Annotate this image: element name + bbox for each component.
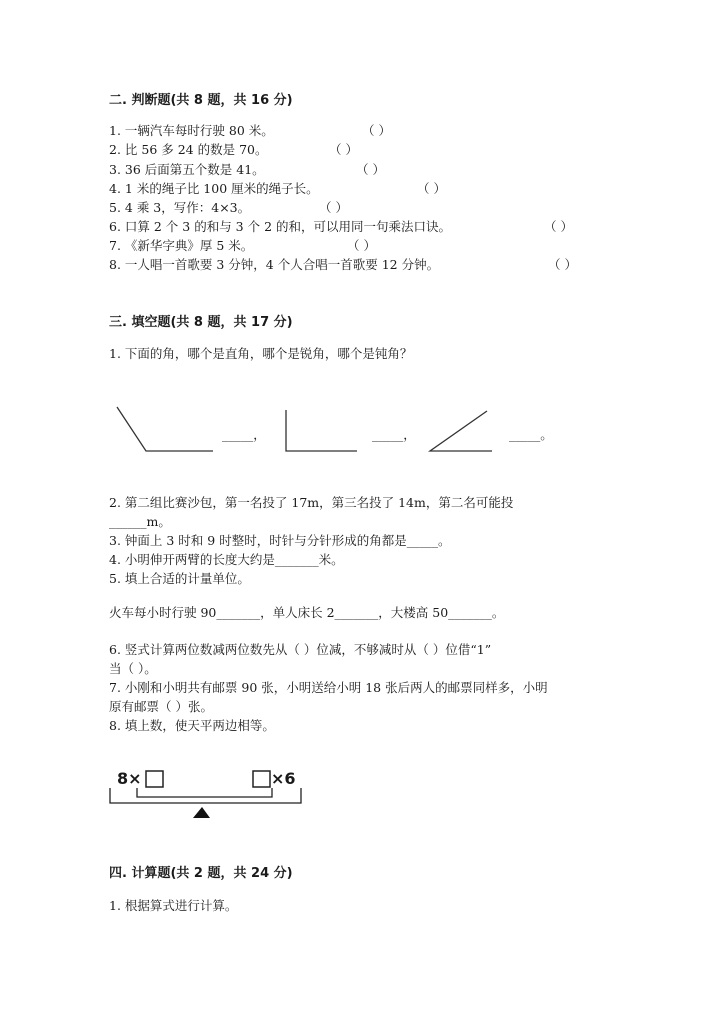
fill-question-1: 1. 下面的角，哪个是直角，哪个是锐角，哪个是钝角？ xyxy=(109,346,413,361)
answer-paren-5[interactable]: （ ） xyxy=(319,200,348,215)
fill-question-5-items: 火车每小时行驶 90_______，单人床长 2_______，大楼高 50_______。 xyxy=(109,605,505,620)
balance-right-label: ×6 xyxy=(271,769,296,788)
right-angle-shape xyxy=(286,410,357,451)
fill-question-7: 7. 小刚和小明共有邮票 90 张，小明送给小明 18 张后两人的邮票同样多，小明 xyxy=(109,680,548,695)
section-3-heading: 三. 填空题(共 8 题，共 17 分) xyxy=(109,315,293,330)
section-2-heading: 二. 判断题(共 8 题，共 16 分) xyxy=(109,93,293,108)
balance-fulcrum xyxy=(193,807,210,818)
calc-question-1: 1. 根据算式进行计算。 xyxy=(109,898,238,913)
acute-angle-shape xyxy=(430,411,492,451)
angle-blank-1[interactable]: _____， xyxy=(222,427,266,442)
judge-question-4: 4. 1 米的绳子比 100 厘米的绳子长。 xyxy=(109,181,319,196)
answer-paren-2[interactable]: （ ） xyxy=(329,142,358,157)
balance-right-box xyxy=(253,771,270,787)
judge-question-8: 8. 一人唱一首歌要 3 分钟，4 个人合唱一首歌要 12 分钟。 xyxy=(109,257,440,272)
judge-question-2: 2. 比 56 多 24 的数是 70。 xyxy=(109,142,268,157)
judge-question-7: 7. 《新华字典》厚 5 米。 xyxy=(109,238,254,253)
angle-blank-2[interactable]: _____， xyxy=(372,427,416,442)
judge-question-5: 5. 4 乘 3，写作：4×3。 xyxy=(109,200,251,215)
answer-paren-6[interactable]: （ ） xyxy=(544,219,573,234)
fill-question-8: 8. 填上数，使天平两边相等。 xyxy=(109,718,275,733)
fill-question-3: 3. 钟面上 3 时和 9 时整时，时针与分针形成的角都是_____。 xyxy=(109,533,451,548)
answer-paren-4[interactable]: （ ） xyxy=(417,181,446,196)
judge-question-6: 6. 口算 2 个 3 的和与 3 个 2 的和，可以用同一句乘法口诀。 xyxy=(109,219,451,234)
fill-question-2: 2. 第二组比赛沙包，第一名投了 17m，第三名投了 14m，第二名可能投 xyxy=(109,495,514,510)
answer-paren-8[interactable]: （ ） xyxy=(548,257,577,272)
fill-question-6: 6. 竖式计算两位数减两位数先从（ ）位减，不够减时从（ ）位借“1” xyxy=(109,642,492,657)
balance-left-box xyxy=(146,771,163,787)
section-4-heading: 四. 计算题(共 2 题，共 24 分) xyxy=(109,866,293,881)
balance-left-label: 8× xyxy=(117,769,142,788)
answer-paren-7[interactable]: （ ） xyxy=(347,238,376,253)
answer-paren-3[interactable]: （ ） xyxy=(356,162,385,177)
judge-question-1: 1. 一辆汽车每时行驶 80 米。 xyxy=(109,123,274,138)
judge-question-3: 3. 36 后面第五个数是 41。 xyxy=(109,162,265,177)
fill-question-2-blank[interactable]: ______m。 xyxy=(109,514,171,529)
answer-paren-1[interactable]: （ ） xyxy=(362,123,391,138)
fill-question-7-cont: 原有邮票（ ）张。 xyxy=(109,699,213,714)
fill-question-4: 4. 小明伸开两臂的长度大约是_______米。 xyxy=(109,552,344,567)
fill-question-5: 5. 填上合适的计量单位。 xyxy=(109,571,250,586)
fill-question-6-cont: 当（ ）。 xyxy=(109,661,157,676)
obtuse-angle-shape xyxy=(117,407,213,451)
angle-blank-3[interactable]: _____。 xyxy=(509,427,553,442)
